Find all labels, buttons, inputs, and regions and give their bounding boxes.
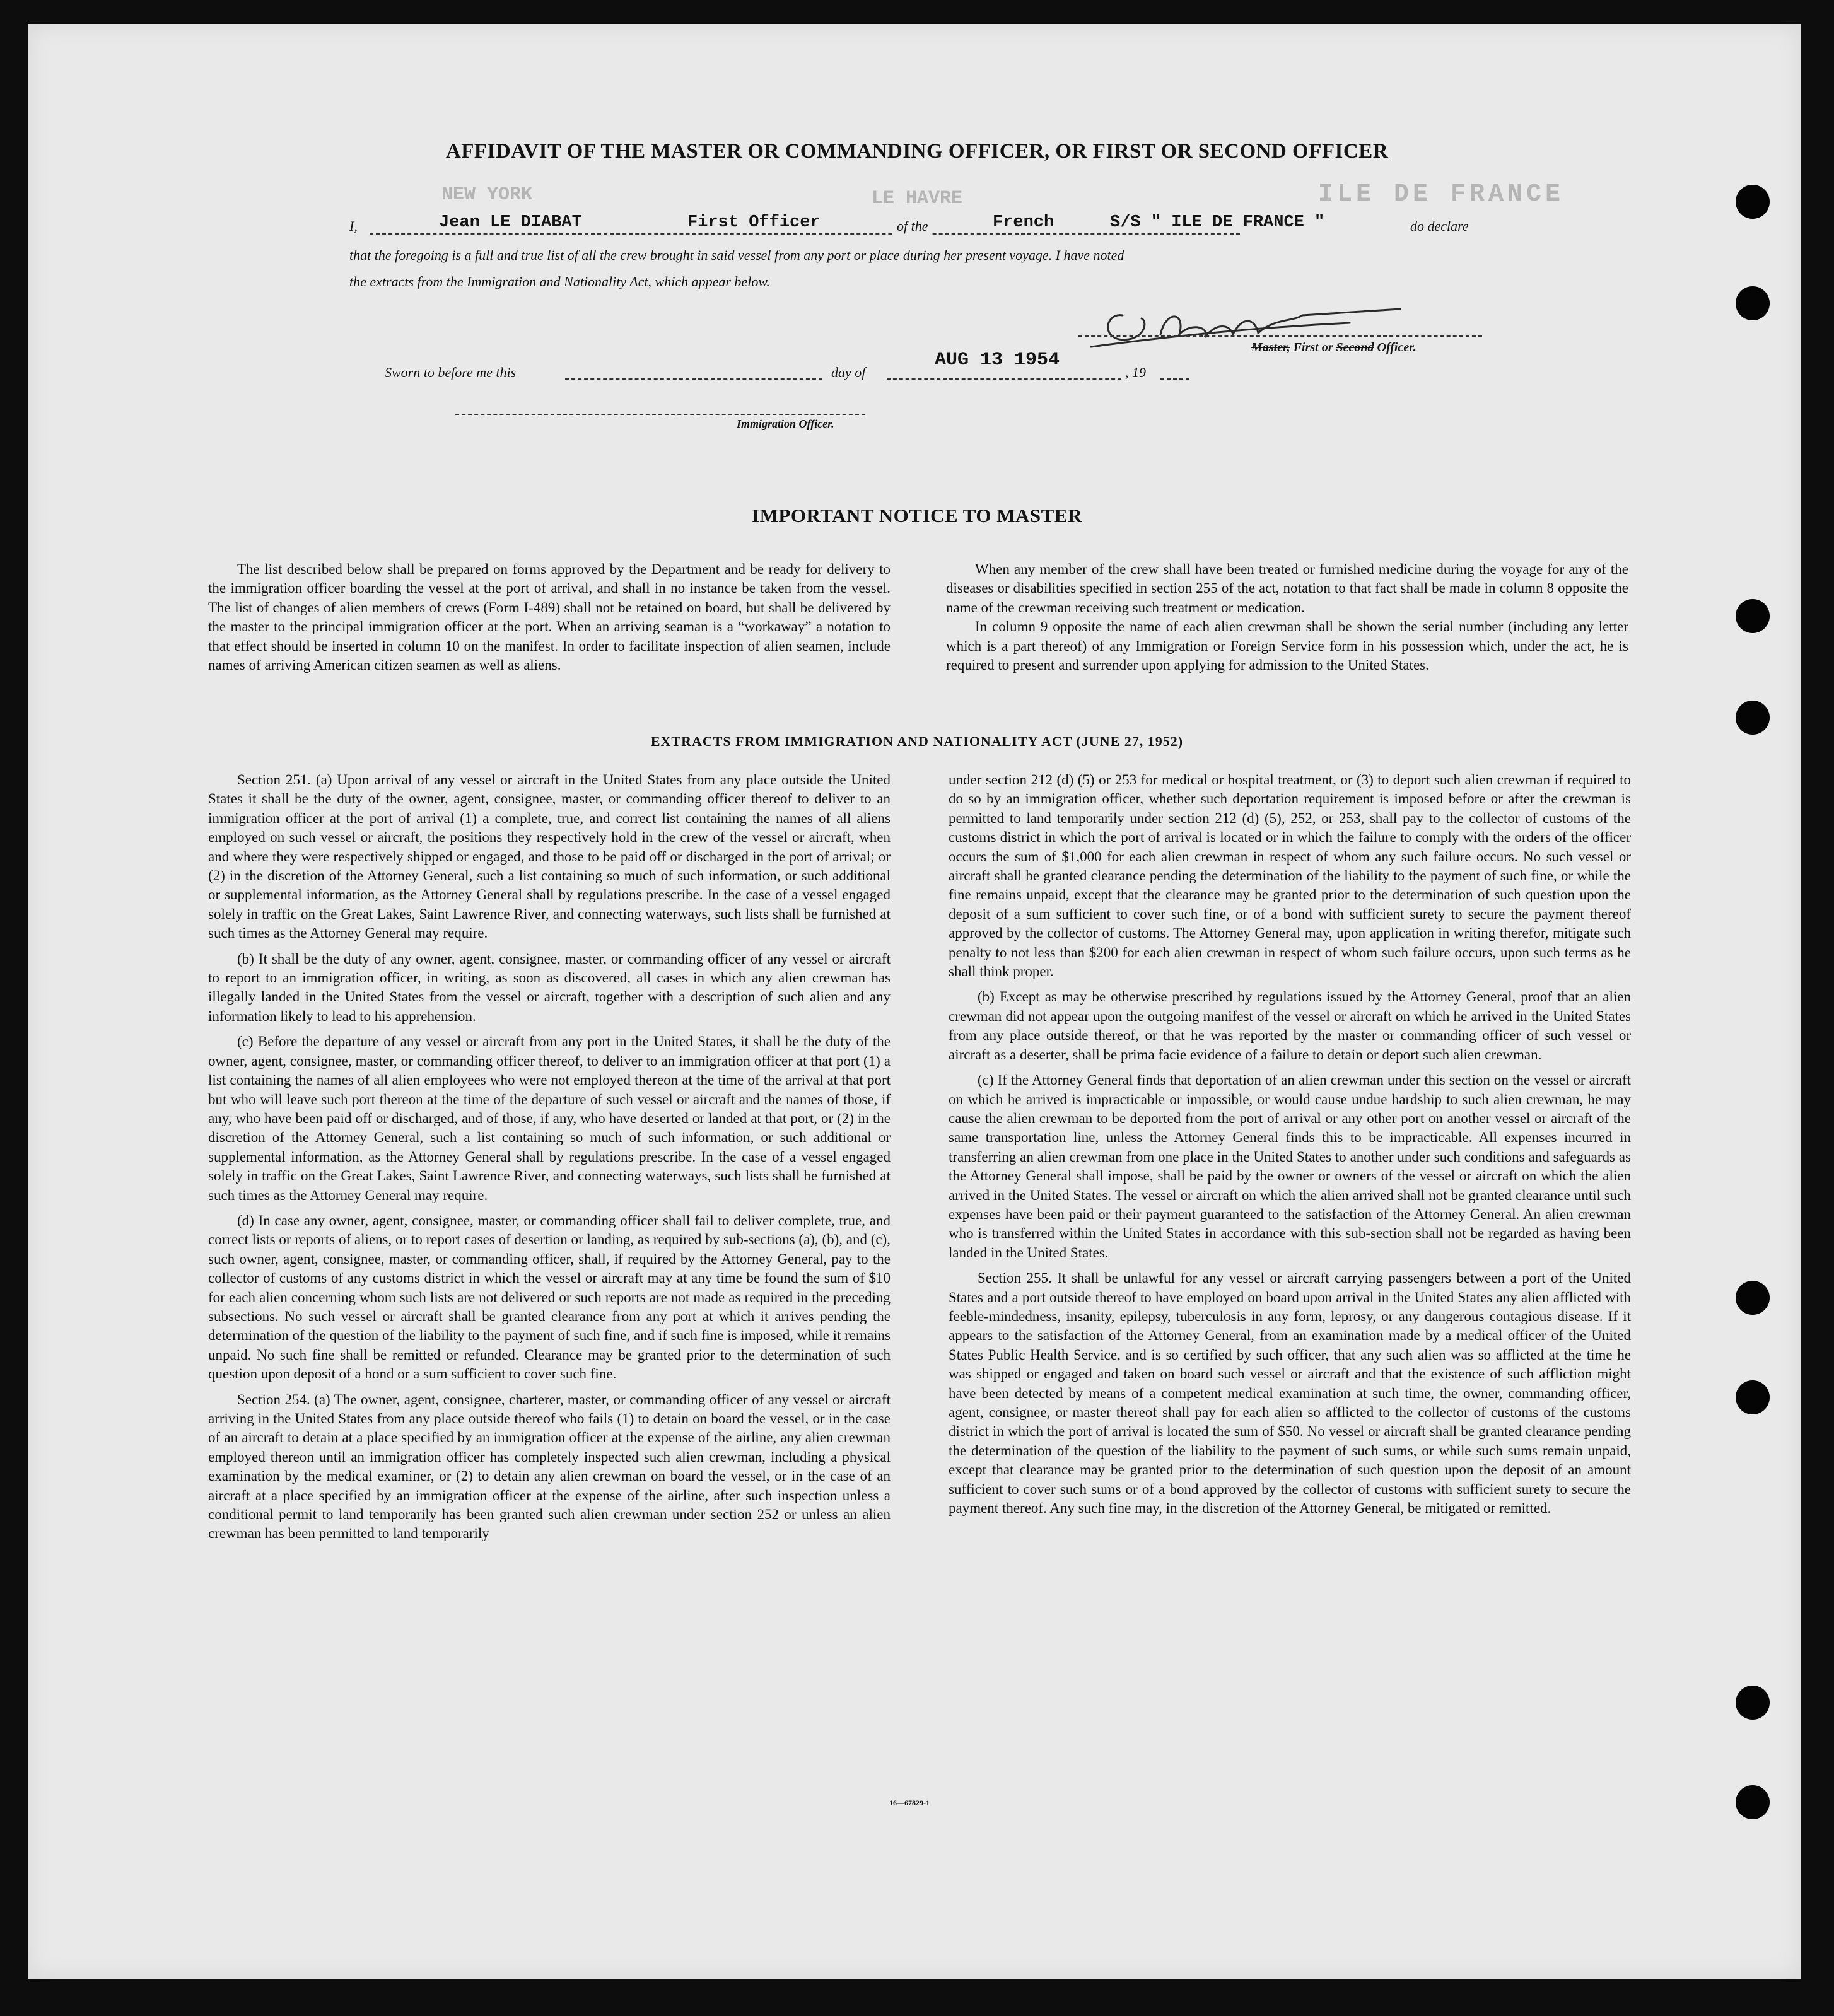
- sworn-label: Sworn to before me this: [385, 364, 517, 380]
- vessel-name: S/S " ILE DE FRANCE ": [1110, 213, 1325, 232]
- punch-hole: [1736, 701, 1770, 735]
- officer-rank: First Officer: [687, 213, 821, 232]
- notice-right-column: [946, 560, 1628, 675]
- act-section-254b: (b) Except as may be otherwise prescribed by regulations issued by the Attorney General, proof that an alien crewman did not appear upon the outgoing manifest of the vessel or aircraft on which he arrived in the United States from any place outside thereof, or that he was reported by the master or commanding officer of such vessel or aircraft as a deserter, shall be prima facie evidence of a failure to detain or deport such alien crewman.: [949, 989, 1631, 1063]
- nationality: French: [993, 213, 1054, 232]
- punch-hole: [1736, 1785, 1770, 1819]
- faded-port-stamp: LE HAVRE: [872, 188, 963, 209]
- caption-text: Officer.: [1377, 341, 1416, 354]
- act-section-251d: (d) In case any owner, agent, consignee, master, or commanding officer shall fail to deliver complete, true, and correct lists or reports of aliens, or to report cases of desertion or landing, as required by sub-sections (a), (b), and (c), such owner, agent, consignee, master, or commanding officer, shall, if required by the Attorney General, pay to the collector of customs of any customs district in which the vessel or aircraft may at any time be found the sum of $10 for each alien concerning whom such lists are not delivered or such reports are not made as required in the preceding subsections. No such vessel or aircraft shall be granted clearance from any port at which it arrives pending the determination of the question of the liability to the payment of such fine, and if such fine is imposed, while it remains unpaid. No such fine shall be remitted or refunded. Clearance may be granted prior to the determination of such question upon deposit of a bond or a sum sufficient to cover such fine.: [208, 1212, 891, 1382]
- act-section-254a: Section 254. (a) The owner, agent, consignee, charterer, master, or commanding officer of any vessel or aircraft arriving in the United States from any place outside thereof who fails (1) to detain on board the vessel, or in the case of an aircraft to detain at a place specified by an immigration officer at the expense of the airline, any alien crewman employed thereon until an immigration officer has completely inspected such alien crewman, including a physical examination by the medical examiner, or (2) to detain any alien crewman on board the vessel, or in the case of an aircraft at a place specified by an immigration officer at the expense of the airline, after such inspection unless a conditional permit to land temporarily has been granted such alien crewman under section 252 or unless an alien crewman has been permitted to land temporarily: [208, 1391, 891, 1542]
- notice-left-column: [208, 560, 891, 675]
- act-section-254c: (c) If the Attorney General finds that deportation of an alien crewman under this section on the vessel or aircraft on which he arrived is impracticable or impossible, or would cause undue hardship to such alien crewman, he may cause the alien crewman to be deported from the port of arrival or any other port on another vessel or aircraft of the same transportation line, unless the Attorney General finds this to be impracticable. All expenses incurred in transferring an alien crewman from one place in the United States to another under such conditions and safeguards as the Attorney General shall impose, shall be paid by the owner or owners of the vessel or aircraft on which the alien arrived in the United States. The vessel or aircraft on which the alien arrived shall not be granted clearance until such expenses have been paid or their payment guaranteed to the satisfaction of the Attorney General. An alien crewman who is transferred within the United States in accordance with this sub-section shall not be regarded as having been landed in the United States.: [949, 1072, 1631, 1261]
- punch-hole: [1736, 1686, 1770, 1720]
- declaration-underline: [370, 233, 1240, 235]
- signature-line: [1078, 335, 1482, 337]
- punch-hole: [1736, 1380, 1770, 1414]
- faded-port-stamp: NEW YORK: [441, 184, 533, 206]
- immigration-officer-line: [455, 414, 865, 415]
- do-declare-label: do declare: [1410, 218, 1469, 234]
- punch-hole: [1736, 599, 1770, 633]
- extracts-right-column: [949, 771, 1631, 1518]
- declaration-text: that the foregoing is a full and true list of all the crew brought in said vessel from any port or place during her present voyage. I have noted: [349, 247, 1124, 263]
- sworn-day-line: [565, 378, 822, 380]
- officer-title-caption: [1251, 341, 1416, 355]
- year-line: [1160, 378, 1189, 380]
- act-section-251a: Section 251. (a) Upon arrival of any vessel or aircraft in the United States from any place outside the United States it shall be the duty of the owner, agent, consignee, master, or commanding officer thereof to deliver to an immigration officer at the port of arrival (1) a complete, true, and correct list containing the names of all aliens employed on such vessel or aircraft, the positions they respectively hold in the crew of the vessel or aircraft, when and where they were respectively shipped or engaged, and those to be paid off or discharged in the port of arrival; or (2) in the discretion of the Attorney General, such a list containing so much of such information, or such additional or supplemental information, as the Attorney General shall by regulations prescribe. In the case of a vessel engaged solely in traffic on the Great Lakes, Saint Lawrence River, and connecting waterways, such lists shall be furnished at such times as the Attorney General may require.: [208, 772, 891, 941]
- day-of-label: day of: [831, 364, 866, 380]
- notice-paragraph: When any member of the crew shall have been treated or furnished medicine during the voyage for any of the diseases or disabilities specified in section 255 of the act, notation to that fact shall be made in column 8 opposite the name of the crewman receiving such treatment or medication.: [946, 561, 1628, 615]
- of-the-label: of the: [894, 218, 931, 235]
- act-section-251c: (c) Before the departure of any vessel or aircraft from any port in the United States, it shall be the duty of the owner, agent, consignee, master, or commanding officer thereof, to deliver to an immigration officer at that port (1) a list containing the names of all alien employees who were not employed thereon at the time of the arrival at that port but who will leave such port thereon at the time of the departure of such vessel or aircraft and the names of those, if any, who have been paid off or discharged, and of those, if any, who have deserted or landed at that port, or (2) in the discretion of the Attorney General, such a list containing so much of such information, or such additional or supplemental information, as the Attorney General shall by regulations prescribe. In the case of a vessel engaged solely in traffic on the Great Lakes, Saint Lawrence River, and connecting waterways, such lists shall be furnished at such times as the Attorney General may require.: [208, 1034, 891, 1203]
- extracts-left-column: [208, 771, 891, 1544]
- officer-name: Jean LE DIABAT: [439, 213, 582, 232]
- punch-hole: [1736, 1281, 1770, 1315]
- form-code: 16—67829-1: [889, 1798, 930, 1807]
- affidavit-title: AFFIDAVIT OF THE MASTER OR COMMANDING OFFICER, OR FIRST OR SECOND OFFICER: [445, 140, 1389, 163]
- notice-paragraph: In column 9 opposite the name of each alien crewman shall be shown the serial number (including any letter which is a part thereof) of any Immigration or Foreign Service form in his possession which, under the act, he is required to present and surrender upon applying for admission to the United States.: [946, 619, 1628, 673]
- caption-text: First or: [1293, 341, 1333, 354]
- notice-heading: IMPORTANT NOTICE TO MASTER: [752, 504, 1082, 527]
- year-prefix: , 19: [1125, 364, 1146, 380]
- declaration-text: the extracts from the Immigration and Nationality Act, which appear below.: [349, 274, 770, 289]
- punch-hole: [1736, 286, 1770, 320]
- date-stamp: AUG 13 1954: [935, 349, 1060, 371]
- immigration-officer-caption: Immigration Officer.: [737, 417, 834, 430]
- struck-option: Master,: [1251, 341, 1290, 354]
- act-section-255: Section 255. It shall be unlawful for any vessel or aircraft carrying passengers between a port of the United States and a port outside thereof to have employed on board upon arrival in the United States any alien afflicted with feeble-mindedness, insanity, epilepsy, tuberculosis in any form, leprosy, or any dangerous contagious disease. If it appears to the satisfaction of the Attorney General, from an examination made by a medical officer of the United States Public Health Service, and is so certified by such officer, that any such alien was so afflicted at the time he was shipped or engaged and taken on board such vessel or aircraft and that the existence of such affliction might have been detected by means of a competent medical examination at such time, the owner, commanding officer, agent, consignee, or master thereof shall pay for each alien so afflicted to the collector of customs of the customs district in which the port of arrival is located the sum of $50. No vessel or aircraft shall be granted clearance pending the determination of the question of the liability to the payment of such sums, or while such sums remain unpaid, except that clearance may be granted prior to the determination of such question upon the deposit of an amount sufficient to cover such sums or of a bond approved by the collector of customs with sufficient surety to secure the payment thereof. Any such fine may, in the discretion of the Attorney General, be mitigated or remitted.: [949, 1270, 1631, 1517]
- notice-paragraph: The list described below shall be prepared on forms approved by the Department and be ready for delivery to the immigration officer boarding the vessel at the port of arrival, and shall in no instance be taken from the vessel. The list of changes of alien members of crews (Form I-489) shall not be retained on board, but shall be delivered by the master to the principal immigration officer at the port. When an arriving seaman is a “workaway” a notation to that effect should be inserted in column 10 on the manifest. In order to facilitate inspection of alien seamen, include names of arriving American citizen seamen as well as aliens.: [208, 561, 891, 673]
- act-section-251b: (b) It shall be the duty of any owner, agent, consignee, master, or commanding officer of any vessel or aircraft to report to an immigration officer, in writing, as soon as discovered, all cases in which any alien crewman has illegally landed in the United States from the vessel or aircraft, together with a description of such alien and any information likely to lead to his apprehension.: [208, 950, 891, 1024]
- declarant-prefix: I,: [349, 218, 358, 234]
- faded-vessel-stamp: ILE DE FRANCE: [1318, 180, 1565, 209]
- extracts-heading: EXTRACTS FROM IMMIGRATION AND NATIONALITY ACT (JUNE 27, 1952): [650, 733, 1184, 749]
- punch-hole: [1736, 185, 1770, 219]
- struck-option: Second: [1336, 341, 1374, 354]
- act-section-254a-cont: under section 212 (d) (5) or 253 for medical or hospital treatment, or (3) to deport such alien crewman if required to do so by an immigration officer, whether such deportation requirement is imposed before or after the crewman is permitted to land temporarily under section 212 (d) (5), 252, or 253, shall pay to the collector of customs of the customs district in which the port of arrival is located or in which the failure to comply with the orders of the officer occurs the sum of $1,000 for each alien crewman in respect of whom any such failure occurs. No such vessel or aircraft shall be granted clearance pending the determination of the liability to the payment of such fine, or while the fine remains unpaid, except that the clearance may be granted prior to the determination of such question upon the deposit of a sum sufficient to cover such fine, or of a bond with sufficient surety to secure the payment thereof approved by the collector of customs. The Attorney General may, upon application in writing therefor, mitigate such penalty to not less than $200 for each alien crewman in respect of whom such failure occurs, upon such terms as he shall think proper.: [949, 772, 1631, 980]
- sworn-month-line: [887, 378, 1121, 380]
